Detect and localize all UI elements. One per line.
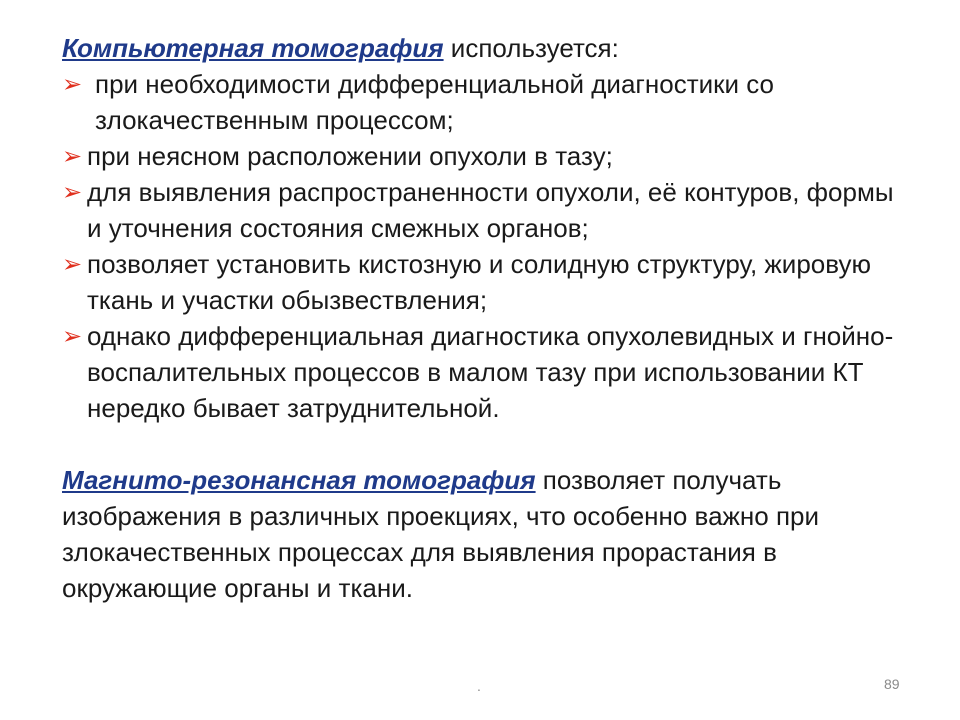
mrt-paragraph [62, 462, 912, 606]
bullet-text: для выявления распространенности опухоли, её контуров, формы и уточнения состояния смежных органов; [87, 177, 894, 243]
list-item [62, 174, 912, 246]
section-spacer [62, 426, 912, 462]
arrow-bullet-icon: ➢ [62, 142, 83, 170]
arrow-bullet-icon: ➢ [62, 250, 83, 278]
ct-term: Компьютерная томография [62, 33, 444, 63]
slide-content [62, 30, 912, 606]
ct-bullet-list [62, 66, 912, 426]
mrt-term: Магнито-резонансная томография [62, 465, 536, 495]
list-item [62, 138, 912, 174]
list-item [62, 66, 912, 138]
list-item [62, 246, 912, 318]
mrt-text: позволяет получать изображения в различных проекциях, что особенно важно при злокачественных процессах для выявления прорастания в окружающие органы и ткани. [62, 465, 820, 603]
ct-intro-text: используется: [443, 33, 619, 63]
page-number: 89 [884, 676, 900, 692]
ct-intro [62, 30, 912, 66]
bullet-text: при неясном расположении опухоли в тазу; [87, 141, 613, 171]
bullet-text: позволяет установить кистозную и солидную структуру, жировую ткань и участки обызвествления; [87, 249, 871, 315]
bullet-text: при необходимости дифференциальной диагностики со злокачественным процессом; [95, 69, 775, 135]
arrow-bullet-icon: ➢ [62, 178, 83, 206]
arrow-bullet-icon: ➢ [62, 70, 83, 98]
list-item [62, 318, 912, 426]
footer-dot: . [477, 678, 481, 694]
bullet-text: однако дифференциальная диагностика опухолевидных и гнойно-воспалительных процессов в малом тазу при использовании КТ нередко бывает затруднительной. [87, 321, 894, 423]
arrow-bullet-icon: ➢ [62, 322, 83, 350]
